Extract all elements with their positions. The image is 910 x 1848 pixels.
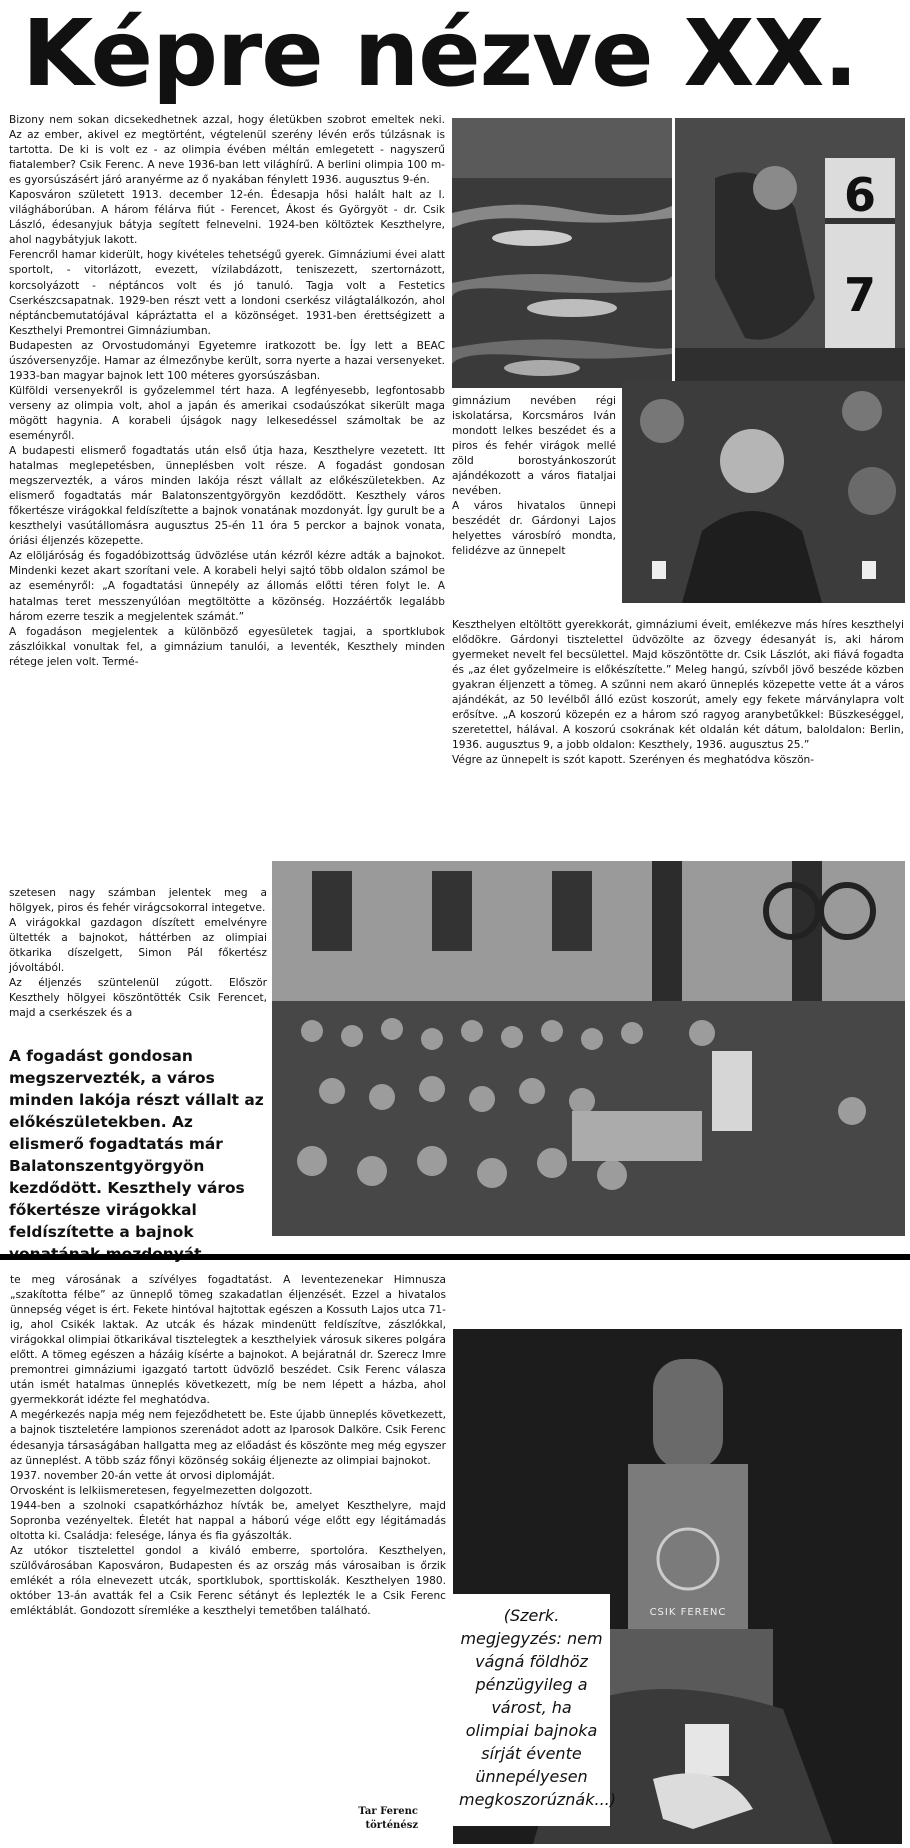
monument-inscription: CSIK FERENC — [649, 1607, 727, 1618]
paragraph: Keszthelyen eltöltött gyerekkorát, gimnáziumi éveit, emlékezve más híres keszthelyi elődökre. Gárdonyi tisztelettel üdvözölte az özvegy édesanyát is, aki három gyermeket nevelt fel becsülettel. Majd köszöntötte dr. Csik Lászlót, aki fiává fogadta és „az élet győzelmeire is előkészítette.” Meleg hangú, szívből jövő beszéde közben gyakran éljenzett a tömeg. A szűnni nem akaró ünneplés közepette vette át a város ajándékát, az 50 levélből álló ezüst koszorút, amely egy fekete márványlapra volt erősítve. „A koszorú közepén ez a három szó ragyog aranybetűkkel: Büszkeséggel, szeretettel, hálával. A koszorú csokrának két oldalán két dátum, baloldalon: Berlin, 1936. augusztus 9, a jobb oldalon: Keszthely, 1936. augusztus 25.” — [452, 619, 904, 752]
paragraph: Az utókor tisztelettel gondol a kiváló emberre, sportolóra. Keszthelyen, szülővárosában Kaposváron, Budapesten és az ország más városaiban is őrzik emlékét a róla elnevezett utcák, sportklubok, sporttiskolák. Keszthelyen 1980. október 13-án avatták fel a Csik Ferenc sétányt és leplezték le a Csik Ferenc emléktáblát. Gondozott síremléke a keszthelyi temetőben található. — [10, 1544, 446, 1618]
paragraph: 1944-ben a szolnoki csapatkórházhoz hívták be, amelyet Keszthelyre, majd Sopronba vezényeltek. Életét hat nappal a háború vége előtt egy légitámadás oltotta ki. Családja: felesége, lánya és fia gyászolták. — [10, 1499, 446, 1542]
lane-number: 6 — [843, 168, 876, 222]
author-title: történész — [365, 1820, 418, 1831]
swimmer-finish-photo — [675, 118, 905, 388]
crowd-celebration-photo — [272, 861, 905, 1236]
author-name: Tar Ferenc — [358, 1806, 418, 1817]
paragraph: Budapesten az Orvostudományi Egyetemre iratkozott be. Így lett a BEAC úszóversenyzője. Hamar az élmezőnybe került, sorra nyerte a hazai versenyeket. 1933-ban magyar bajnok lett 100 méteres gyorsúszásban. — [9, 339, 445, 382]
paragraph: A virágokkal gazdagon díszített emelvényre ültették a bajnokot, háttérben az olimpiai ötkarika díszelgett, Simon Pál főkertész jóvoltából. — [9, 917, 267, 975]
paragraph: szetesen nagy számban jelentek meg a hölgyek, piros és fehér virágcsokorral integetve. — [9, 887, 267, 915]
paragraph: A budapesti elismerő fogadtatás után első útja haza, Keszthelyre vezetett. Itt hatalmas meglepetésben, ünneplésben volt része. A fogadást gondosan megszervezték, a város minden lakója részt vállalt az előkészületekben. Az elismerő fogadtatás már Balatonszentgyörgyön kezdődött. Keszthely város főkertésze virágokkal feldíszítette a bajnok vonatának mozdonyát. Így gurult be a keszthelyi vasútállomásra augusztus 25-én 11 óra 5 perckor a bajnok vonata, óriási éljenzés közepette. — [9, 445, 445, 548]
paragraph: Az elöljáróság és fogadóbizottság üdvözlése után kézről kézre adták a bajnokot. Mindenki kezet akart szorítani vele. A korabeli helyi sajtó több oldalon számol be az eseményről: „A fogadtatási ünnepély az állomás előtti téren folyt le. A hatalmas teret messzenyúlóan megtöltötte a közönség. Hozzáértők legalább három ezerre teszik a megjelentek számát.” — [9, 550, 445, 623]
paragraph: A város hivatalos ünnepi beszédét dr. Gárdonyi Lajos helyettes városbíró mondta, felidézve az ünnepelt — [452, 500, 616, 558]
champion-portrait-photo — [622, 381, 905, 603]
article2-column — [10, 1273, 446, 1801]
article-left-column — [9, 113, 445, 895]
paragraph: Az éljenzés szüntelenül zúgott. Először Keszthely hölgyei köszöntötték Csik Ferencet, majd a cserkészek és a — [9, 977, 267, 1020]
paragraph: Végre az ünnepelt is szót kapott. Szerényen és meghatódva köszön- — [452, 754, 815, 767]
lane-number: 7 — [843, 268, 876, 322]
editor-note: (Szerk. megjegyzés: nem vágná földhöz pénzügyileg a várost, ha olimpiai bajnoka sírját évente ünnepélyesen megkoszorúznák...) — [459, 1606, 616, 1809]
paragraph: Ferencről hamar kiderült, hogy kivételes tehetségű gyerek. Gimnáziumi évei alatt sportolt, - vitorlázott, evezett, vízilabdázott, teniszezett, szertornázott, korcsolyázott - néptáncos volt és jó tanuló. Tagja volt a Festetics Cserkészcsapatnak. 1929-ben részt vett a londoni cserkész világtalálkozón, ahol néptáncbemutatójával kápráztatta el a közönséget. 1931-ben érettségizett a Keszthelyi Premontrei Gimnáziumban. — [9, 249, 445, 337]
paragraph: 1937. november 20-án vette át orvosi diplomáját. — [10, 1469, 275, 1482]
paragraph: gimnázium nevében régi iskolatársa, Korcsmáros Iván mondott lelkes beszédet és a piros és fehér virágok mellé zöld borostyánkoszorút ajándékozott a város fiataljai nevében. — [452, 395, 616, 498]
section-divider — [0, 1254, 910, 1260]
paragraph: Orvosként is lelkiismeretesen, fegyelmezetten dolgozott. — [10, 1484, 313, 1497]
page-title: Képre nézve XX. — [22, 0, 858, 107]
article-left-narrow-column — [9, 886, 267, 1041]
paragraph: A megérkezés napja még nem fejeződhetett be. Este újabb ünneplés következett, a bajnok tiszteletére lampionos szerenádot adott az Iparosok Dalköre. Csik Ferenc édesanyja társaságában hallgatta meg az előadást és köszönte meg még egyszer az ünneplést. A több száz főnyi közönség sokáig éljenezte az olimpiai bajnokot. — [10, 1409, 446, 1467]
pull-quote: A fogadást gondosan megszervezték, a város minden lakója részt vállalt az előkészületekben. Az elismerő fogadtatás már Balatonszentgyörgyön kezdődött. Keszthely város főkertésze virágokkal feldíszítette a bajnok — [9, 1047, 264, 1241]
paragraph: Külföldi versenyekről is győzelemmel tért haza. A legfényesebb, legfontosabb verseny az olimpia volt, ahol a japán és amerikai csodaúszókat sikerült maga mögött hagynia. A korabeli újságok nagy lelkesedéssel számoltak be az eseményről. — [9, 384, 445, 442]
article-middle-column — [452, 394, 616, 618]
paragraph: Kaposváron született 1913. december 12-én. Édesapja hősi halált halt az I. világháborúban. A három félárva fiút - Ferencet, Ákost és Györgyöt - dr. Csik László, édesanyjuk bátyja segített felnevelni. 1924-ben költöztek Keszthelyre, ahol nagybátyjuk lakott. — [9, 189, 445, 247]
editor-note-box — [453, 1594, 616, 1826]
paragraph: A fogadáson megjelentek a különböző egyesületek tagjai, a sportklubok zászlóikkal vonultak fel, a gimnázium tanulói, a leventék, Keszthely minden rétege jelen volt. Termé- — [9, 625, 445, 668]
swimmers-race-photo — [452, 118, 672, 388]
article-wide-column — [452, 618, 904, 851]
author-signature — [300, 1805, 418, 1833]
paragraph: Bizony nem sokan dicsekedhetnek azzal, hogy életükben szobrot emeltek neki. Az az ember, akivel ez megtörtént, végtelenül szerény lévén erős túlzásnak is tartotta. De ki is volt ez - az olimpia évében méltán emlegetett - nagyszerű fiatalember? Csik Ferenc. A neve 1936-ban lett világhírű. A berlini olimpia 100 m-es gyorsúszásért járó aranyérme az ő nyakában fénylett 1936. augusztus 9-én. — [9, 114, 445, 187]
paragraph: te meg városának a szívélyes fogadtatást. A leventezenekar Himnusza „szakította félbe” az ünneplő tömeg szakadatlan éljenzését. Ezzel a hivatalos ünnepség véget is ért. Fekete hintóval hajtottak egészen a Kossuth Lajos utca 71-ig, ahol Csikék laktak. Az utcák és házak mindenütt feldíszítve, zászlókkal, virágokkal olimpiai ötkarikával tisztelegtek a keszthelyiek városuk sikeres polgára előtt. A tömeg egészen a házáig kísérte a bajnokot. A bejáratnál dr. Szerecz Imre premontrei gimnáziumi igazgató tartott üdvözlő beszédet. Csik Ferenc válasza után ismét hatalmas ünneplés következett, míg be nem lépett a házba, ahol gyermekkorát idézte fel meghatódva. — [10, 1274, 446, 1407]
